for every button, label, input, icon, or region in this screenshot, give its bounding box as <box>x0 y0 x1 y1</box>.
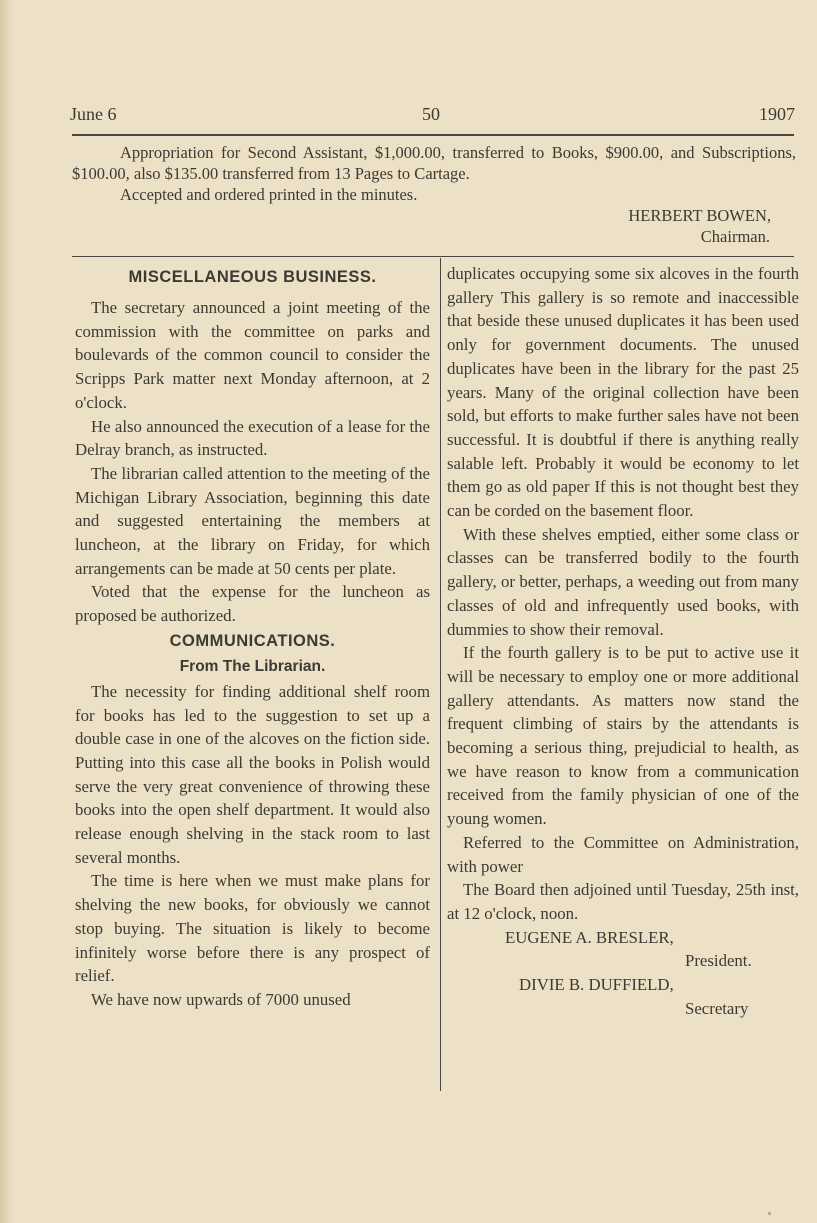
page-edge-shadow <box>0 0 14 1223</box>
report-signer-title: Chairman. <box>700 227 770 246</box>
page-number: 50 <box>422 104 440 124</box>
communications-subheading: From The Librarian. <box>179 657 326 675</box>
paragraph: The Board then adjoined until Tuesday, 25th inst, at 12 o'clock, noon. <box>447 880 799 923</box>
paragraph: The librarian called attention to the meeting of the Michigan Library Association, beginning this date and suggested entertaining the members at luncheon, at the library on Friday, for which arrangements can be made at 50 cents per plate. <box>75 463 430 578</box>
column-rule <box>440 258 441 1091</box>
paragraph: Voted that the expense for the luncheon as proposed be authorized. <box>75 582 430 626</box>
paragraph: With these shelves emptied, either some class or classes can be transferred bodily to the fourth gallery, or better, perhaps, a weeding out from many classes of old and infrequently used books, with dummies to show their removal. <box>447 524 799 639</box>
paragraph-continued: duplicates occupying some six alcoves in the fourth gallery This gallery is so remote and inaccessible that beside these unused duplicates it has been used only for government documents. The unused duplicates have been in the library for the past 25 years. Many of the original collection have been sold, but efforts to make further sales have not been successful. It is doubtful if there is anything really salable left. Probably it would be economy to let them go as old paper If this is not thought best they can be corded on the basement floor. <box>447 264 799 521</box>
right-column <box>447 262 799 1021</box>
left-column <box>75 262 430 1012</box>
report-signer: HERBERT BOWEN, <box>628 206 771 225</box>
paragraph: He also announced the execution of a lease for the Delray branch, as instructed. <box>75 416 430 460</box>
page-header <box>70 104 795 130</box>
paragraph: The secretary announced a joint meeting of the commission with the committee on parks and boulevards of the common council to consider the Scripps Park matter next Monday afternoon, at 2 o'clock. <box>75 298 430 412</box>
president-signature-name: EUGENE A. BRESLER, <box>505 927 674 947</box>
paragraph: The necessity for finding additional shelf room for books has led to the suggestion to set up a double case in one of the alcoves on the fiction side. Putting into this case all the books in Polish would serve the very great convenience of throwing these books into the open shelf department. It would also release enough shelving in the stack room to last several months. <box>75 681 430 867</box>
header-rule <box>72 134 794 136</box>
pencil-mark <box>768 1212 771 1215</box>
president-signature-title: President. <box>685 951 752 971</box>
communications-heading: COMMUNICATIONS. <box>169 631 336 650</box>
paragraph: If the fourth gallery is to be put to active use it will be necessary to employ one or more additional gallery attendants. As matters now stand the frequent climbing of stairs by the attendants is becoming a serious thing, prejudicial to health, as we have reason to know from a communication received from the family physician of one of the young women. <box>447 643 799 829</box>
secretary-signature-title: Secretary <box>685 998 749 1018</box>
committee-report <box>72 142 796 247</box>
section-rule <box>72 256 794 257</box>
report-line: Appropriation for Second Assistant, $1,000.00, transferred to Books, $900.00, and Subscriptions, $100.00, also $135.00 transferred from 13 Pages to Cartage. <box>72 143 796 183</box>
misc-business-heading: MISCELLANEOUS BUSINESS. <box>128 268 377 286</box>
report-line: Accepted and ordered printed in the minutes. <box>120 185 418 204</box>
paragraph: The time is here when we must make plans for shelving the new books, for obviously we cannot stop buying. The situation is likely to become infinitely worse before there is any prospect of relief. <box>75 871 430 986</box>
header-year: 1907 <box>759 104 795 124</box>
secretary-signature-name: DIVIE B. DUFFIELD, <box>519 975 674 995</box>
header-date: June 6 <box>70 104 117 124</box>
paragraph: We have now upwards of 7000 unused <box>91 989 351 1009</box>
paragraph: Referred to the Committee on Administration, with power <box>447 832 799 876</box>
